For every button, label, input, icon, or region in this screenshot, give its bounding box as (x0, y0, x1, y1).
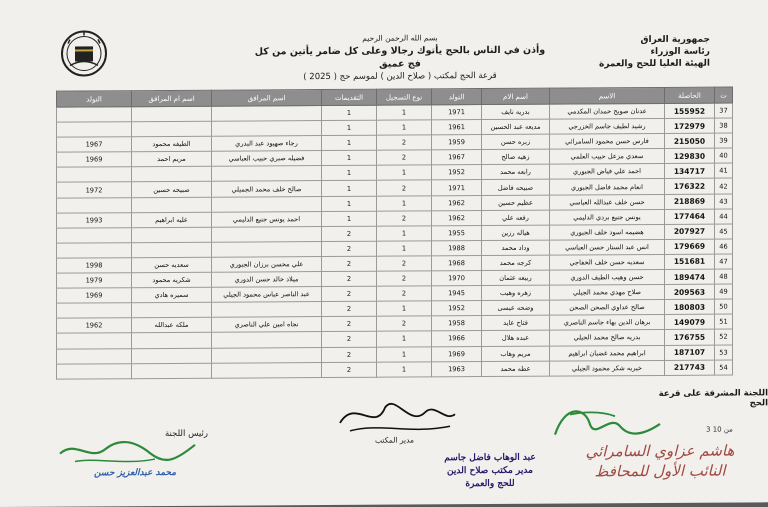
cell-index: 43 (715, 194, 733, 209)
stamp-name: هاشم عزاوي السامرائي (585, 441, 735, 461)
cell-receipt: 149079 (665, 314, 715, 329)
cell-companion-mother (132, 348, 212, 364)
cell-receipt: 207927 (665, 224, 715, 239)
cell-name: فارس حسن محمود السامرائي (550, 134, 665, 150)
cell-companion-birth-year: 1962 (57, 318, 132, 334)
cell-index: 38 (715, 118, 733, 133)
cell-companion-mother (132, 197, 212, 213)
cell-applications: 1 (322, 196, 377, 211)
cell-companion-name: فضيله صبري حبيب العباسي (212, 151, 322, 167)
cell-registration-type: 1 (377, 195, 432, 210)
col-header-companion-name: اسم المرافق (212, 90, 322, 107)
director-title-line1: مدير مكتب صلاح الدين (447, 465, 533, 477)
cell-receipt: 155952 (665, 103, 715, 118)
cell-index: 41 (715, 163, 733, 178)
cell-applications: 2 (322, 286, 377, 301)
col-header-name: الاسم (550, 87, 665, 104)
cell-registration-type: 1 (377, 165, 432, 180)
cell-companion-birth-year: 1969 (57, 152, 132, 168)
cell-mother-name: زهره وهيب (482, 285, 550, 301)
official-stamp (570, 440, 750, 481)
cell-companion-name: عبد الناصر عباس محمود الجيلي (212, 287, 322, 303)
cell-name: هضيمه اسود خلف الجبوري (550, 224, 665, 240)
pilgrims-table (56, 87, 733, 380)
cell-name: صالح عداوي الصحن الصحن (550, 300, 665, 316)
issuer-block (599, 34, 710, 71)
cell-companion-birth-year (57, 227, 132, 243)
cell-companion-birth-year: 1972 (57, 182, 132, 198)
col-header-receipt: الحاصلة (665, 87, 715, 103)
cell-mother-name: مديعه عبد الحسين (482, 119, 550, 135)
cell-name: سعديه حسن خلف الخفاجي (550, 254, 665, 270)
cell-name: ابراهيم محمد غضبان ابراهيم (550, 345, 665, 361)
cell-companion-name (212, 347, 322, 363)
cell-index: 49 (715, 284, 733, 299)
cell-companion-name: علي محسن برزان الجبوري (212, 256, 322, 272)
cell-mother-name: عظيم حسين (482, 195, 550, 211)
cell-companion-birth-year: 1993 (57, 212, 132, 228)
cell-birth-year: 1962 (432, 210, 482, 225)
cell-applications: 2 (322, 271, 377, 286)
cell-companion-birth-year (57, 303, 132, 319)
cell-companion-mother: مريم احمد (132, 151, 212, 167)
cell-birth-year: 1988 (432, 240, 482, 255)
cell-companion-mother: شكريه محمود (132, 272, 212, 288)
cell-mother-name: رفعه علي (482, 210, 550, 226)
cell-companion-mother (132, 242, 212, 258)
cell-companion-name (212, 302, 322, 318)
cell-registration-type: 1 (377, 361, 432, 376)
cell-name: يونس جنيع بردي الدليمي (550, 209, 665, 225)
cell-birth-year: 1967 (432, 150, 482, 165)
cell-companion-mother (132, 227, 212, 243)
cell-companion-name (212, 106, 322, 122)
cell-registration-type: 2 (377, 150, 432, 165)
cell-birth-year: 1963 (432, 361, 482, 376)
cell-applications: 2 (322, 362, 377, 377)
document-heading (250, 31, 550, 85)
cell-registration-type: 1 (377, 241, 432, 256)
cell-companion-birth-year: 1969 (57, 288, 132, 304)
cell-birth-year: 1970 (432, 271, 482, 286)
cell-mother-name: فتاح عايد (482, 315, 550, 331)
cell-name: خيريه شكر محمود الجيلي (550, 360, 665, 376)
cell-registration-type: 1 (377, 105, 432, 120)
quran-verse: وأذن في الناس بالحج يأتوك رجالا وعلى كل ضامر يأتين من كل فج عميق (254, 44, 546, 70)
cell-companion-name (212, 196, 322, 212)
cell-mother-name: زبره حسن (482, 134, 550, 150)
cell-birth-year: 1971 (432, 105, 482, 120)
cell-index: 54 (715, 360, 733, 375)
col-header-registration-type: نوع التسجيل (377, 89, 432, 105)
cell-companion-mother: عليه ابراهيم (132, 212, 212, 228)
cell-applications: 2 (322, 241, 377, 256)
cell-name: بدريه صالح محمد الجيلي (550, 330, 665, 346)
cell-birth-year: 1959 (432, 135, 482, 150)
cell-companion-mother (132, 333, 212, 349)
chairman-signature-icon (55, 431, 205, 472)
cell-mother-name: مريم وهاب (482, 346, 550, 362)
cell-companion-birth-year (57, 243, 132, 259)
director-label: مدير المكتب (375, 435, 415, 445)
cell-registration-type: 2 (377, 286, 432, 301)
cell-index: 42 (715, 178, 733, 193)
cell-index: 46 (715, 239, 733, 254)
cell-index: 37 (715, 103, 733, 118)
committee-label: اللجنة المشرفة على قرعة الحج (658, 388, 768, 409)
stamp-title: النائب الأول للمحافظ (594, 461, 726, 481)
cell-receipt: 172979 (665, 118, 715, 133)
cell-birth-year: 1961 (432, 120, 482, 135)
col-header-index: ت (715, 87, 733, 103)
cell-birth-year: 1969 (432, 346, 482, 361)
col-header-companion-mother: اسم ام المرافق (132, 90, 212, 106)
cell-mother-name: رابعه محمد (482, 165, 550, 181)
cell-index: 39 (715, 133, 733, 148)
document-subtitle: قرعة الحج لمكتب ( صلاح الدين ) لموسم حج ( 2025 ) (303, 70, 497, 83)
cell-companion-mother (132, 121, 212, 137)
cell-birth-year: 1966 (432, 331, 482, 346)
cell-index: 44 (715, 209, 733, 224)
chairman-label: رئيس اللجنة (165, 428, 208, 439)
cell-companion-name (212, 241, 322, 257)
cell-companion-birth-year (57, 363, 132, 379)
cell-mother-name: عبده هلال (482, 331, 550, 347)
cell-companion-mother: سعديه حسن (132, 257, 212, 273)
col-header-mother-name: اسم الام (482, 88, 550, 104)
cell-index: 40 (715, 148, 733, 163)
cell-companion-birth-year: 1998 (57, 258, 132, 274)
cell-applications: 2 (322, 317, 377, 332)
cell-name: برهان الدين بهاء جاسم الناصري (550, 315, 665, 331)
cell-receipt: 180803 (665, 299, 715, 314)
cell-mother-name: وضحه عيسى (482, 300, 550, 316)
cell-index: 53 (715, 345, 733, 360)
cell-registration-type: 1 (377, 346, 432, 361)
cell-receipt: 176755 (665, 330, 715, 345)
cell-companion-birth-year: 1967 (57, 137, 132, 153)
cell-birth-year: 1952 (432, 301, 482, 316)
cell-registration-type: 1 (377, 331, 432, 346)
chairman-name: محمد عبدالعزيز حسن (93, 467, 177, 479)
cell-index: 52 (715, 329, 733, 344)
cell-receipt: 215050 (665, 133, 715, 148)
cell-index: 50 (715, 299, 733, 314)
cell-mother-name: هياله رزين (482, 225, 550, 241)
cell-name: سعدي مزعل حبيب العلمي (550, 149, 665, 165)
cell-name: رشيد لطيف جاسم الخزرجي (550, 119, 665, 135)
cell-name: حسن خلف عبدالله العباسي (550, 194, 665, 210)
cell-companion-name: رجاء صهيود عبد البدري (212, 136, 322, 152)
cell-receipt: 187107 (665, 345, 715, 360)
director-title-line2: للحج والعمرة (465, 478, 515, 490)
cell-companion-mother: سميره هادي (132, 287, 212, 303)
cell-name: انس عبد الستار حسن العباسي (550, 239, 665, 255)
cell-receipt: 176322 (665, 179, 715, 194)
col-header-birth-year: التولد (432, 89, 482, 105)
cell-index: 45 (715, 224, 733, 239)
page-number: 3 من 10 (706, 425, 733, 434)
cell-birth-year: 1945 (432, 286, 482, 301)
cell-companion-name: نجاه امين علي الناصري (212, 317, 322, 333)
cell-mother-name: صبيحه فاضل (482, 180, 550, 196)
col-header-companion-birth-year: التولد (57, 91, 132, 107)
cell-registration-type: 2 (377, 211, 432, 226)
cell-mother-name: زهيه صالح (482, 149, 550, 165)
cell-birth-year: 1955 (432, 225, 482, 240)
director-stamp (410, 452, 570, 492)
cell-companion-name: احمد يونس جنيع الدليمي (212, 211, 322, 227)
cell-applications: 1 (322, 120, 377, 135)
table-row (57, 360, 733, 379)
cell-companion-mother: ملكه عبدالله (132, 318, 212, 334)
kaaba-logo-icon (60, 29, 108, 77)
cell-receipt: 209563 (665, 284, 715, 299)
cell-receipt: 218869 (665, 194, 715, 209)
cell-companion-name (212, 166, 322, 182)
cell-registration-type: 2 (377, 256, 432, 271)
cell-mother-name: بدريه نايف (482, 104, 550, 120)
col-header-applications: التقديمات (322, 89, 377, 105)
cell-companion-birth-year (57, 167, 132, 183)
cell-index: 48 (715, 269, 733, 284)
cell-index: 47 (715, 254, 733, 269)
cell-applications: 1 (322, 166, 377, 181)
cell-applications: 2 (322, 301, 377, 316)
cell-applications: 1 (322, 105, 377, 120)
ministry-name: رئاسة الوزراء (650, 46, 710, 58)
cell-companion-mother: الطيفه محمود (132, 136, 212, 152)
cell-companion-mother (132, 363, 212, 379)
cell-applications: 2 (322, 256, 377, 271)
cell-birth-year: 1962 (432, 195, 482, 210)
basmala: بسم الله الرحمن الرحيم (362, 33, 438, 43)
cell-receipt: 179669 (665, 239, 715, 254)
cell-mother-name: كرجه محمد (482, 255, 550, 271)
cell-registration-type: 2 (377, 316, 432, 331)
cell-companion-birth-year (57, 107, 132, 123)
cell-applications: 2 (322, 332, 377, 347)
cell-companion-mother (132, 106, 212, 122)
country-name: جمهورية العراق (640, 34, 710, 46)
cell-mother-name: ربيعه عثمان (482, 270, 550, 286)
cell-companion-birth-year (57, 348, 132, 364)
cell-name: احمد علي فياض الجبوري (550, 164, 665, 180)
cell-companion-birth-year (57, 333, 132, 349)
cell-name: صلاح مهدي محمد الجيلي (550, 285, 665, 301)
cell-companion-name (212, 332, 322, 348)
cell-receipt: 129830 (665, 148, 715, 163)
cell-applications: 1 (322, 211, 377, 226)
cell-birth-year: 1952 (432, 165, 482, 180)
cell-registration-type: 1 (377, 226, 432, 241)
cell-companion-name (212, 362, 322, 378)
cell-applications: 1 (322, 150, 377, 165)
cell-companion-name (212, 226, 322, 242)
cell-registration-type: 2 (377, 180, 432, 195)
cell-applications: 2 (322, 226, 377, 241)
cell-registration-type: 2 (377, 271, 432, 286)
cell-companion-name: صالح خلف محمد الجميلي (212, 181, 322, 197)
cell-receipt: 177464 (665, 209, 715, 224)
cell-companion-birth-year (57, 122, 132, 138)
cell-applications: 1 (322, 135, 377, 150)
cell-mother-name: وداد محمد (482, 240, 550, 256)
cell-companion-name (212, 121, 322, 137)
cell-receipt: 189474 (665, 269, 715, 284)
cell-receipt: 151681 (665, 254, 715, 269)
director-name: عبد الوهاب فاضل جاسم (444, 452, 536, 464)
cell-companion-name: ميلاد خالد حسن الدوري (212, 272, 322, 288)
cell-companion-birth-year: 1979 (57, 273, 132, 289)
cell-name: عدنان صويح حمدان المكدمي (550, 103, 665, 119)
cell-receipt: 134717 (665, 164, 715, 179)
cell-mother-name: عطه محمد (482, 361, 550, 377)
cell-birth-year: 1968 (432, 255, 482, 270)
cell-registration-type: 1 (377, 301, 432, 316)
cell-applications: 2 (322, 347, 377, 362)
cell-birth-year: 1958 (432, 316, 482, 331)
cell-name: حسن وهيب الطيف الدوري (550, 269, 665, 285)
cell-applications: 1 (322, 181, 377, 196)
cell-companion-birth-year (57, 197, 132, 213)
cell-index: 51 (715, 314, 733, 329)
authority-name: الهيئة العليا للحج والعمرة (599, 58, 710, 70)
cell-name: انعام محمد فاضل الجبوري (550, 179, 665, 195)
cell-companion-mother (132, 302, 212, 318)
cell-receipt: 217743 (665, 360, 715, 375)
cell-companion-mother: صبيحه حسين (132, 182, 212, 198)
cell-registration-type: 1 (377, 120, 432, 135)
cell-companion-mother (132, 167, 212, 183)
cell-birth-year: 1971 (432, 180, 482, 195)
cell-registration-type: 2 (377, 135, 432, 150)
